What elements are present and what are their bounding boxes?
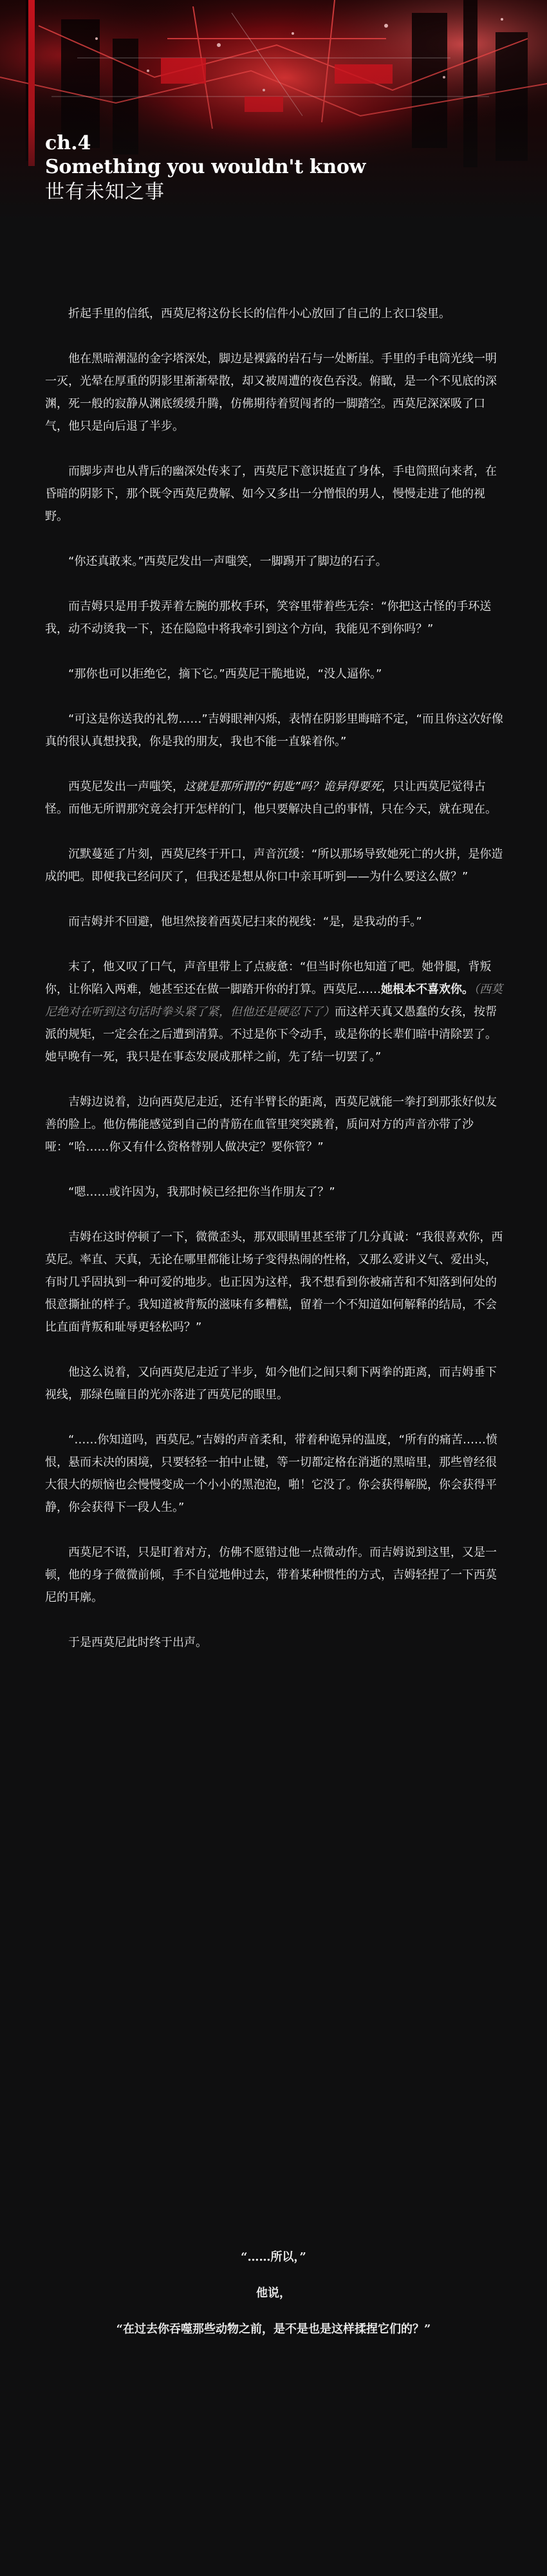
closing-dialogue (0, 2239, 547, 2348)
story-paragraph (45, 1181, 505, 1203)
paragraph-text: 而这样天真又愚蠢的女孩，按帮派的规矩，一定会在之后遭到清算。不过是你下令动手，或是你的长辈们暗中清除罢了。她早晚有一死，我只是在事态发展成那样之前，先了结一切罢了。” (45, 1005, 497, 1064)
paragraph-text: “那你也可以拒绝它，摘下它。”西莫尼干脆地说，“没人逼你。” (68, 667, 382, 681)
story-paragraph (45, 550, 505, 573)
chapter-number: ch.4 (45, 132, 91, 154)
story-paragraph (45, 663, 505, 685)
chapter-title-english: Something you wouldn't know (45, 156, 366, 178)
story-paragraph (45, 911, 505, 933)
paragraph-text: 而脚步声也从背后的幽深处传来了，西莫尼下意识挺直了身体，手电筒照向来者，在昏暗的阴影下，那个既令西莫尼费解、如今又多出一分憎恨的男人，慢慢走进了他的视野。 (45, 465, 497, 523)
closing-line: “……所以，” (241, 2250, 306, 2264)
story-paragraph (45, 460, 505, 528)
story-paragraph (45, 708, 505, 753)
paragraph-text: “嗯……或许因为，我那时候已经把你当作朋友了？” (68, 1185, 335, 1199)
paragraph-text: 吉姆边说着，边向西莫尼走近，还有半臂长的距离，西莫尼就能一拳打到那张好似友善的脸上。他仿佛能感觉到自己的青筋在血管里突突跳着，质问对方的声音亦带了沙哑：“哈……你又有什么资格替别人做决定？要你管？” (45, 1095, 497, 1154)
closing-line: “在过去你吞噬那些动物之前，是不是也是这样揉捏它们的？” (116, 2322, 431, 2336)
story-paragraph (45, 1429, 505, 1519)
story-paragraph (45, 775, 505, 820)
paragraph-text: “可这是你送我的礼物……”吉姆眼神闪烁，表情在阴影里晦暗不定，“而且你这次好像真的很认真想找我，你是我的朋友，我也不能一直躲着你。” (45, 712, 503, 748)
story-paragraph (45, 1631, 505, 1654)
paragraph-text: “……你知道吗，西莫尼。”吉姆的声音柔和，带着种诡异的温度，“所有的痛苦……愤恨，悬而未决的困境，只要轻轻一拍中止键，等一切都定格在消逝的黑暗里，那些曾经很大很大的烦恼也会慢慢变成一个小小的黑泡泡，啪！它没了。你会获得解脱，你会获得平静，你会获得下一段人生。” (45, 1433, 497, 1514)
paragraph-text: 而吉姆只是用手拨弄着左腕的那枚手环，笑容里带着些无奈：“你把这古怪的手环送我，动不动烫我一下，还在隐隐中将我牵引到这个方向，我能见不到你吗？” (45, 600, 492, 636)
story-paragraph (45, 1361, 505, 1406)
story-paragraph (45, 347, 505, 438)
paragraph-text: 吉姆在这时停顿了一下，微微歪头，那双眼睛里甚至带了几分真诚：“我很喜欢你，西莫尼。率直、天真，无论在哪里都能让场子变得热闹的性格，又那么爱讲义气、爱出头，有时几乎固执到一种可爱的地步。也正因为这样，我不想看到你被痛苦和不知落到何处的恨意撕扯的样子。我知道被背叛的滋味有多糟糕，留着一个不知道如何解释的结局，不会比直面背叛和耻辱更轻松吗？” (45, 1230, 503, 1334)
paragraph-text: 末了，他又叹了口气，声音里带上了点疲惫：“但当时你也知道了吧。她骨腿，背叛你，让你陷入两难，她甚至还在做一脚踏开你的打算。西莫尼…… (45, 960, 492, 996)
story-paragraph (45, 595, 505, 640)
paragraph-text: “你还真敢来。”西莫尼发出一声嗤笑，一脚踢开了脚边的石子。 (68, 555, 387, 568)
paragraph-text: 她根本不喜欢你。 (381, 983, 474, 996)
story-paragraph (45, 1091, 505, 1158)
paragraph-text: 这就是那所谓的“钥匙”吗？诡异得要死 (184, 780, 382, 793)
story-paragraph (45, 1541, 505, 1609)
chapter-header-banner (0, 0, 547, 222)
paragraph-text: （西莫尼绝对在听到这句话时拳头紧了紧，但他还是硬忍下了） (45, 983, 503, 1019)
paragraph-text: 于是西莫尼此时终于出声。 (68, 1636, 207, 1649)
paragraph-text: ，只让西莫尼觉得古怪。而他无所谓那究竟会打开怎样的门，他只要解决自己的事情，只在今天，就在现在。 (45, 780, 497, 816)
paragraph-text: 沉默蔓延了片刻，西莫尼终于开口，声音沉缓：“所以那场导致她死亡的火拼，是你造成的吧。即便我已经问厌了，但我还是想从你口中亲耳听到——为什么要这么做？” (45, 848, 503, 884)
paragraph-text: 西莫尼不语，只是盯着对方，仿佛不愿错过他一点微动作。而吉姆说到这里，又是一顿，他的身子微微前倾，手不自觉地伸过去，带着某种惯性的方式，吉姆轻捏了一下西莫尼的耳廓。 (45, 1546, 497, 1604)
story-paragraph (45, 843, 505, 888)
chapter-heading (45, 132, 366, 205)
closing-line: 他说， (256, 2286, 291, 2300)
paragraph-text: 他这么说着，又向西莫尼走近了半步，如今他们之间只剩下两拳的距离，而吉姆垂下视线，那绿色瞳目的光亦落进了西莫尼的眼里。 (45, 1366, 497, 1402)
story-body (45, 302, 505, 1654)
story-paragraph (45, 956, 505, 1068)
story-paragraph (45, 302, 505, 325)
paragraph-text: 而吉姆并不回避，他坦然接着西莫尼扫来的视线：“是，是我动的手。” (68, 915, 422, 929)
chapter-title-chinese: 世有未知之事 (45, 181, 165, 203)
paragraph-text: 折起手里的信纸，西莫尼将这份长长的信件小心放回了自己的上衣口袋里。 (68, 307, 450, 320)
paragraph-text: 他在黑暗潮湿的金字塔深处，脚边是裸露的岩石与一处断崖。手里的手电筒光线一明一灭，光晕在厚重的阴影里渐渐晕散，却又被周遭的夜色吞没。俯瞰，是一个不见底的深渊，死一般的寂静从渊底缓缓升腾，仿佛期待着贸闯者的一脚踏空。西莫尼深深吸了口气，他只是向后退了半步。 (45, 352, 497, 433)
paragraph-text: 西莫尼发出一声嗤笑， (68, 780, 184, 793)
story-paragraph (45, 1226, 505, 1339)
